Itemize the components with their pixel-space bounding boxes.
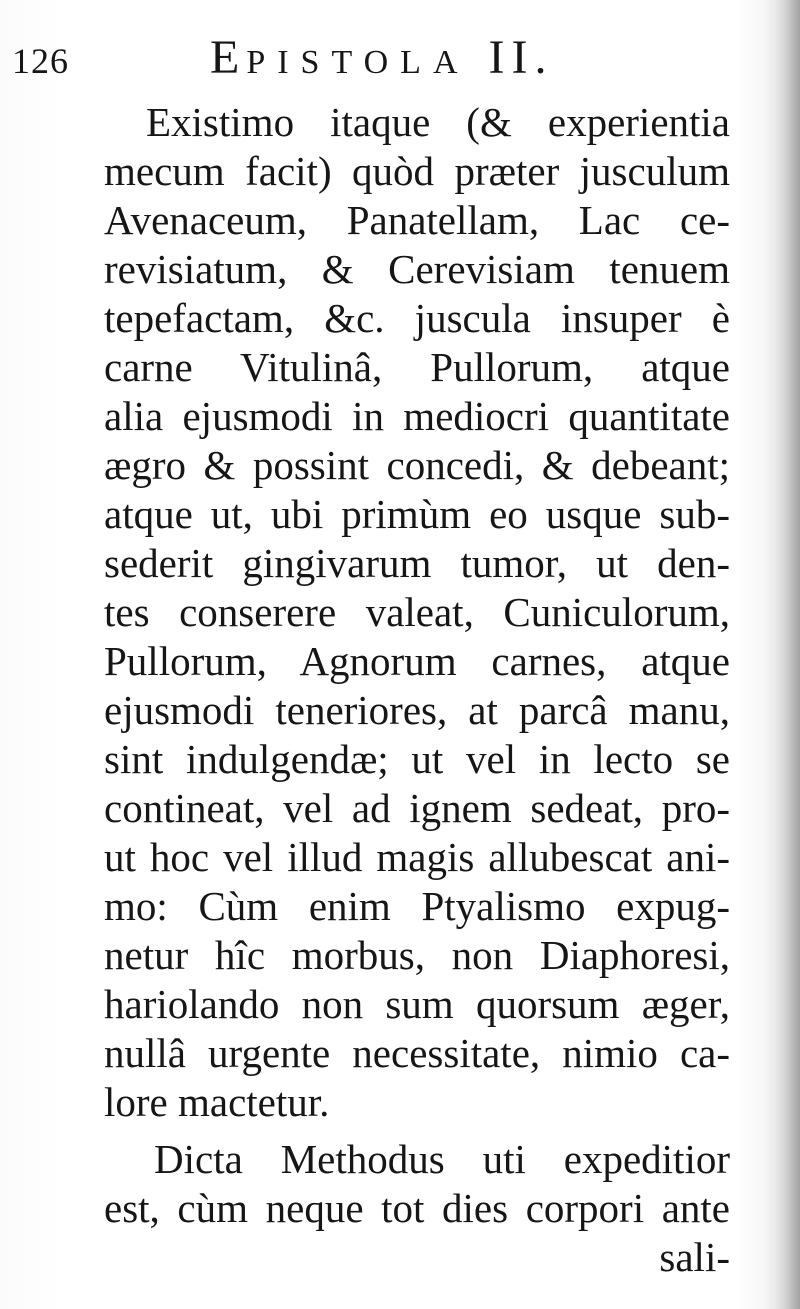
text-line: alia ejusmodi in mediocri quantitate — [104, 393, 730, 439]
text-line: ægro & possint concedi, & debeant; — [104, 442, 730, 488]
text-line: revisiatum, & Cerevisiam tenuem — [104, 246, 730, 292]
running-head-number: II. — [488, 31, 554, 84]
text-line: sederit gingivarum tumor, ut den- — [104, 540, 730, 586]
text-line: mecum facit) quòd præter jusculum — [104, 148, 730, 194]
text-line: netur hîc morbus, non Diaphoresi, — [104, 932, 730, 978]
catchword: sali- — [659, 1234, 730, 1280]
running-head — [210, 30, 553, 85]
text-line: carne Vitulinâ, Pullorum, atque — [104, 344, 730, 390]
text-line: contineat, vel ad ignem sedeat, pro- — [104, 785, 730, 831]
text-line: nullâ urgente necessitate, nimio ca- — [104, 1030, 730, 1076]
text-line: ut hoc vel illud magis allubescat ani- — [104, 834, 730, 880]
text-line: hariolando non sum quorsum æger, — [104, 981, 730, 1027]
text-line: sint indulgendæ; ut vel in lecto se — [104, 736, 730, 782]
body-text — [104, 98, 730, 1282]
text-line: tepefactam, &c. juscula insuper è — [104, 295, 730, 341]
page-edge-shadow — [764, 0, 800, 1309]
text-line: lore mactetur. — [104, 1079, 330, 1125]
text-line: est, cùm neque tot dies corpori ante — [104, 1185, 730, 1231]
text-line: ejusmodi teneriores, at parcâ manu, — [104, 687, 730, 733]
paragraph-gap — [104, 1127, 730, 1135]
text-line: Avenaceum, Panatellam, Lac ce- — [104, 197, 730, 243]
text-line: mo: Cùm enim Ptyalismo expug- — [104, 883, 730, 929]
page-number: 126 — [12, 41, 69, 81]
text-line: atque ut, ubi primùm eo usque sub- — [104, 491, 730, 537]
running-head-cap: E — [210, 31, 247, 84]
text-line: Dicta Methodus uti expeditior — [154, 1136, 730, 1182]
running-head-small: PISTOLA — [246, 44, 470, 81]
text-line: Pullorum, Agnorum carnes, atque — [104, 638, 730, 684]
text-line: Existimo itaque (& experientia — [146, 99, 730, 145]
text-line: tes conserere valeat, Cuniculorum, — [104, 589, 730, 635]
